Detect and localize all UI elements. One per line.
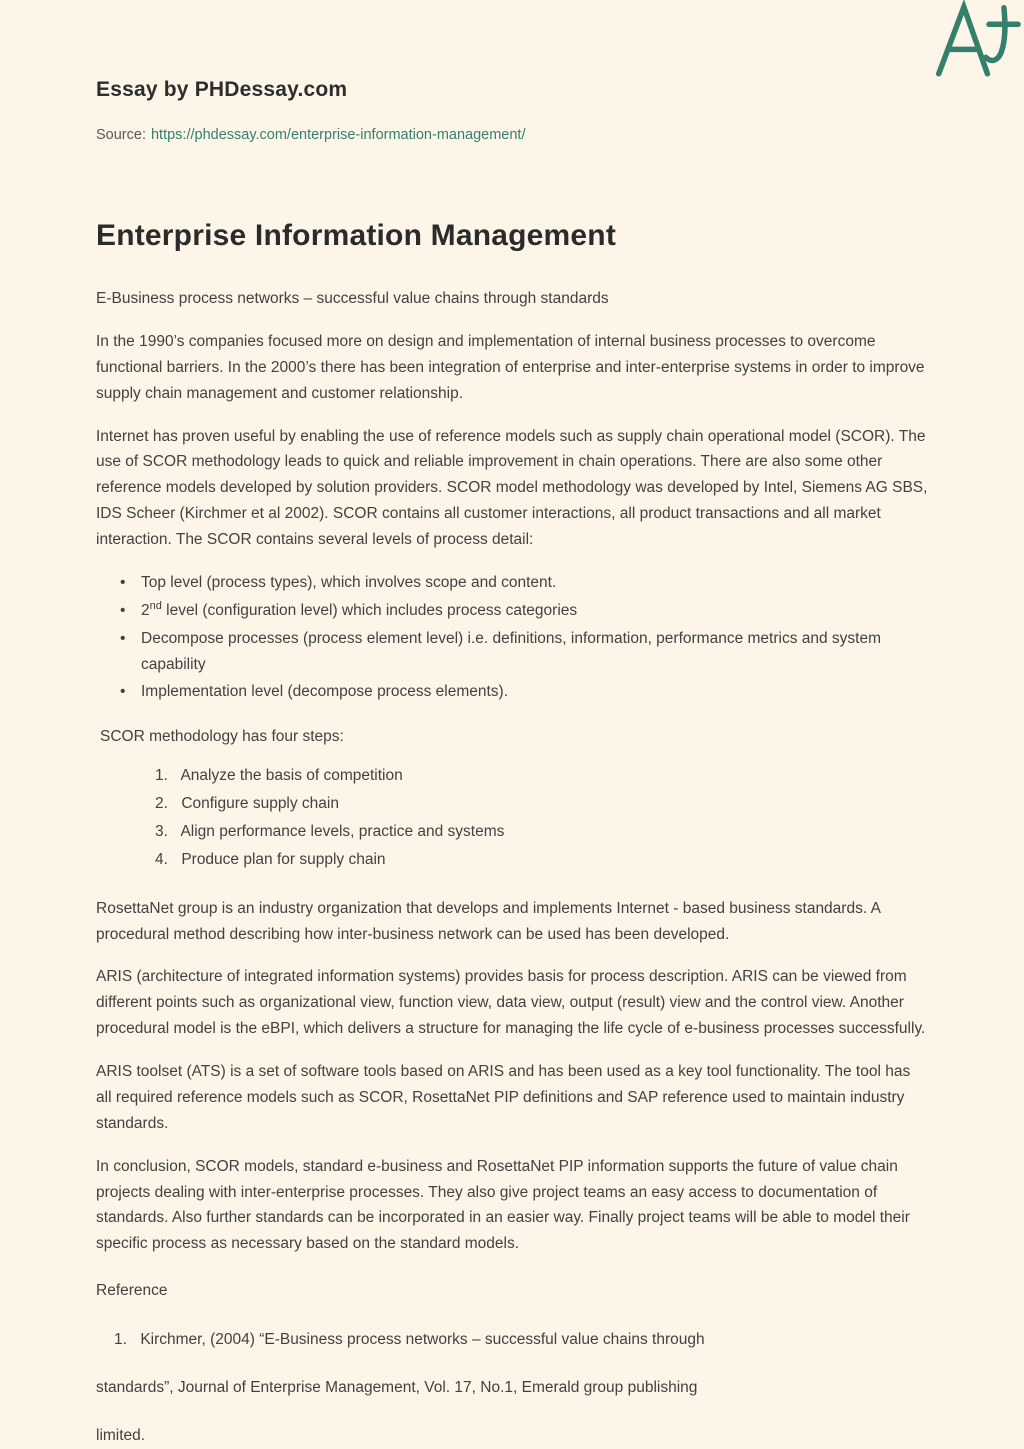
reference-item — [96, 1327, 928, 1353]
bullet-icon: • — [120, 683, 126, 701]
step-text: Align performance levels, practice and systems — [180, 822, 505, 840]
bullet-icon: • — [120, 629, 126, 647]
list-item-text: 2nd level (configuration level) which includes process categories — [141, 599, 578, 619]
page-header — [96, 78, 928, 143]
list-item — [120, 570, 920, 596]
scor-steps-list — [155, 763, 928, 873]
reference-line-2: standards”, Journal of Enterprise Management, Vol. 17, No.1, Emerald group publishing — [96, 1378, 698, 1396]
step-number: 4. — [155, 850, 168, 868]
ordinal-superscript: nd — [149, 599, 162, 612]
source-line — [96, 127, 928, 143]
list-item — [155, 819, 928, 845]
scor-levels-list — [120, 570, 920, 705]
paragraph-1990s: In the 1990’s companies focused more on design and implementation of internal business processes to overcome functional barriers. In the 2000’s there has been integration of enterprise and inter-enterprise systems in order to improve supply chain management and customer relationship. — [96, 332, 925, 402]
source-label: Source: — [96, 127, 146, 143]
reference-heading: Reference — [96, 1282, 168, 1300]
paragraph-rosettanet: RosettaNet group is an industry organization that develops and implements Internet - based business standards. A procedural method describing how inter-business network can be used has been developed. — [96, 899, 881, 943]
phdessay-logo-icon — [934, 0, 1022, 88]
paragraph-aris: ARIS (architecture of integrated information systems) provides basis for process description. ARIS can be viewed from different points such as organizational view, function view, data view, output (result) view and the control view. Another procedural model is the eBPI, which delivers a structure for managing the life cycle of e-business processes successfully. — [96, 968, 926, 1038]
list-item — [155, 847, 928, 873]
steps-heading: SCOR methodology has four steps: — [100, 728, 344, 746]
step-number: 2. — [155, 795, 168, 812]
step-number: 1. — [155, 767, 168, 785]
list-item — [120, 626, 920, 678]
paragraph-conclusion: In conclusion, SCOR models, standard e-business and RosettaNet PIP information supports the future of value chain projects dealing with inter-enterprise processes. They also give project teams an easy access to documentation of standards. Also further standards can be incorporated in an easier way. Finally project teams will be able to model their specific process as necessary based on the standard models. — [96, 1157, 910, 1253]
list-item-text: Decompose processes (process element level) i.e. definitions, information, performance metrics and system capability — [141, 629, 882, 673]
reference-line-3: limited. — [96, 1426, 146, 1444]
paragraph-ats: ARIS toolset (ATS) is a set of software tools based on ARIS and has been used as a key tool functionality. The tool has all required reference models such as SCOR, RosettaNet PIP definitions and SAP reference used to maintain industry standards. — [96, 1063, 911, 1132]
paragraph-internet: Internet has proven useful by enabling the use of reference models such as supply chain operational model (SCOR). The use of SCOR methodology leads to quick and reliable improvement in chain operations. There are also some other reference models developed by solution providers. SCOR model methodology was developed by Intel, Siemens AG SBS, IDS Scheer (Kirchmer et al 2002). SCOR contains all customer interactions, all product transactions and all market interaction. The SCOR contains several levels of process detail: — [96, 427, 928, 548]
bullet-icon: • — [120, 601, 126, 619]
reference-text: Kirchmer, (2004) “E-Business process networks – successful value chains through — [140, 1331, 705, 1348]
list-item — [155, 763, 928, 789]
essay-byline: Essay by PHDessay.com — [96, 78, 348, 101]
step-text: Produce plan for supply chain — [181, 850, 386, 868]
source-link[interactable]: https://phdessay.com/enterprise-information-management/ — [150, 127, 526, 143]
list-item-text: Implementation level (decompose process elements). — [141, 683, 509, 701]
list-item — [120, 598, 920, 624]
step-text: Configure supply chain — [181, 795, 339, 812]
list-item — [155, 791, 928, 817]
list-item — [120, 679, 920, 705]
step-number: 3. — [155, 822, 168, 840]
step-text: Analyze the basis of competition — [180, 767, 403, 785]
list-item-text: Top level (process types), which involves scope and content. — [141, 573, 557, 591]
bullet-icon: • — [120, 573, 126, 591]
page-title: Enterprise Information Management — [96, 219, 617, 252]
paragraph-subtitle: E-Business process networks – successful value chains through standards — [96, 290, 609, 307]
essay-content — [96, 286, 928, 1449]
reference-number: 1. — [114, 1331, 127, 1348]
